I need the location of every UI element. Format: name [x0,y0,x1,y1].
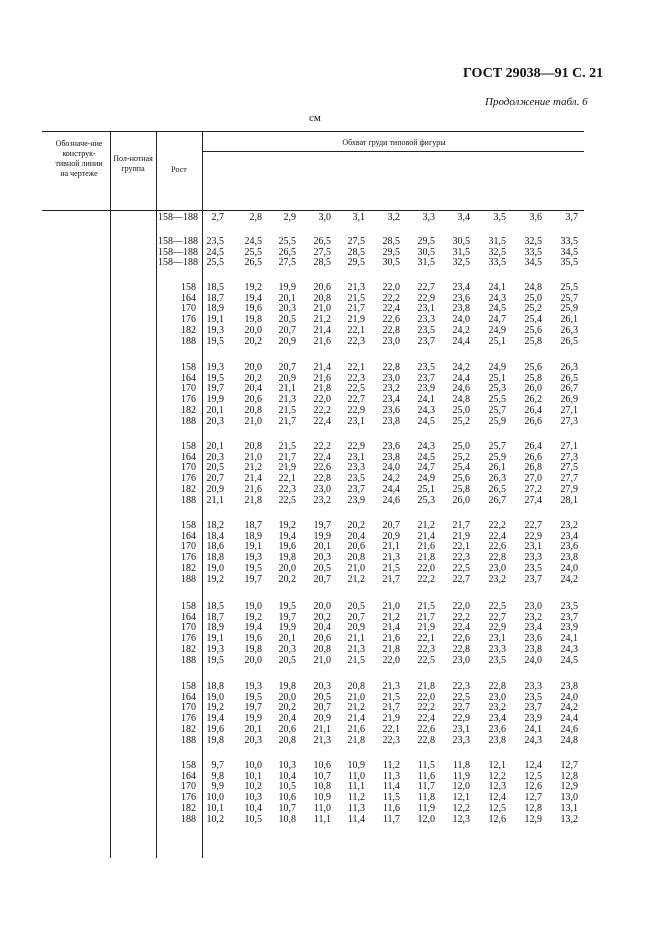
row-values: 19,9 20,1 20,3 20,5 20,7 20,9 [278,282,296,347]
row-values: 20,5 20,7 20,9 21,1 21,3 21,5 [347,601,365,666]
row-values: 19,0 19,2 19,4 19,6 19,8 20,0 [244,601,262,666]
row-values: 18,5 18,7 18,9 19,1 19,3 19,5 [206,282,224,347]
row-values: 22,1 22,3 22,5 22,7 22,9 23,1 [347,362,365,427]
row-values: 23,5 23,7 23,9 24,1 24,3 24,5 [560,601,578,666]
row-values: 3,5 [493,212,506,223]
row-values: 23,2 23,4 23,6 23,8 24,0 24,2 [560,520,578,585]
row-values: 24,2 24,4 24,6 24,8 25,0 25,2 [452,362,470,427]
row-values: 26,3 26,5 26,7 26,9 27,1 27,3 [560,362,578,427]
row-values: 3,2 [387,212,400,223]
row-values: 11,8 11,9 12,0 12,1 12,2 12,3 [452,760,470,825]
row-values: 20,8 21,0 21,2 21,4 21,6 21,8 [347,681,365,746]
row-values: 26,5 27,5 28,5 [313,236,331,269]
row-values: 11,2 11,3 11,4 11,5 11,6 11,7 [382,760,400,825]
row-values: 2,9 [283,212,296,223]
row-values: 20,6 20,8 21,0 21,2 21,4 21,6 [313,282,331,347]
row-heights: 158 164 170 176 182 188 [181,601,196,666]
row-values: 9,7 9,8 9,9 10,0 10,1 10,2 [206,760,224,825]
chest-header-rule [202,151,584,152]
row-values: 21,3 21,5 21,7 21,9 22,1 22,3 [382,681,400,746]
row-values: 31,5 32,5 33,5 [488,236,506,269]
row-values: 24,9 25,1 25,3 25,5 25,7 25,9 [488,362,506,427]
row-values: 3,4 [457,212,470,223]
row-values: 19,3 19,5 19,7 19,9 20,1 20,3 [206,362,224,427]
row-values: 22,9 23,1 23,3 23,5 23,7 23,9 [347,441,365,506]
row-values: 32,5 33,5 34,5 [524,236,542,269]
row-values: 22,2 22,4 22,6 22,8 23,0 23,2 [488,520,506,585]
table-continuation-label: Продолжение табл. 6 [485,96,588,108]
row-values: 22,5 22,7 22,9 23,1 23,3 23,5 [488,601,506,666]
row-heights: 158 164 170 176 182 188 [181,362,196,427]
row-heights: 158 164 170 176 182 188 [181,441,196,506]
row-values: 21,7 21,9 22,1 22,3 22,5 22,7 [452,520,470,585]
row-heights: 158 164 170 176 182 188 [181,760,196,825]
row-values: 18,7 18,9 19,1 19,3 19,5 19,7 [244,520,262,585]
row-values: 21,4 21,6 21,8 22,0 22,2 22,4 [313,362,331,427]
row-heights: 158—188 [158,212,198,223]
header-group: Пол-нотная группа [113,154,153,173]
row-values: 10,0 10,1 10,2 10,3 10,4 10,5 [244,760,262,825]
row-values: 24,8 25,0 25,2 25,4 25,6 25,8 [524,282,542,347]
divider-designation [110,131,111,858]
row-values: 3,7 [565,212,578,223]
row-values: 25,0 25,2 25,4 25,6 25,8 26,0 [452,441,470,506]
row-values: 21,3 21,5 21,7 21,9 22,1 22,3 [347,282,365,347]
row-values: 25,5 26,5 27,5 [278,236,296,269]
row-values: 2,8 [249,212,262,223]
row-values: 20,2 20,4 20,6 20,8 21,0 21,2 [347,520,365,585]
row-heights: 158—188 158—188 158—188 [158,236,198,269]
row-values: 22,3 22,5 22,7 22,9 23,1 23,3 [452,681,470,746]
row-values: 3,1 [352,212,365,223]
row-values: 10,6 10,7 10,8 10,9 11,0 11,1 [313,760,331,825]
row-values: 18,8 19,0 19,2 19,4 19,6 19,8 [206,681,224,746]
row-heights: 158 164 170 176 182 188 [181,282,196,347]
row-values: 33,5 34,5 35,5 [560,236,578,269]
row-values: 21,8 22,0 22,2 22,4 22,6 22,8 [417,681,435,746]
row-values: 20,1 20,3 20,5 20,7 20,9 21,1 [206,441,224,506]
row-values: 24,3 24,5 24,7 24,9 25,1 25,3 [417,441,435,506]
row-values: 3,3 [422,212,435,223]
row-values: 10,9 11,0 11,1 11,2 11,3 11,4 [347,760,365,825]
row-values: 23,0 23,2 23,4 23,6 23,8 24,0 [524,601,542,666]
row-values: 18,5 18,7 18,9 19,1 19,3 19,5 [206,601,224,666]
row-values: 20,7 20,9 21,1 21,3 21,5 21,7 [278,362,296,427]
page-header-title: ГОСТ 29038—91 С. 21 [463,66,604,81]
divider-group [156,131,157,858]
row-values: 12,4 12,5 12,6 12,7 12,8 12,9 [524,760,542,825]
row-values: 22,8 23,0 23,2 23,4 23,6 23,8 [382,362,400,427]
row-values: 10,3 10,4 10,5 10,6 10,7 10,8 [278,760,296,825]
row-values: 20,3 20,5 20,7 20,9 21,1 21,3 [313,681,331,746]
row-values: 19,2 19,4 19,6 19,8 20,0 20,2 [278,520,296,585]
row-values: 2,7 [211,212,224,223]
row-values: 23,6 23,8 24,0 24,2 24,4 24,6 [382,441,400,506]
row-heights: 158 164 170 176 182 188 [181,681,196,746]
row-values: 24,5 25,5 26,5 [244,236,262,269]
row-values: 27,5 28,5 29,5 [347,236,365,269]
header-designation: Обозначе-ние конструк-тивной линии на чертеже [55,139,103,178]
row-values: 18,2 18,4 18,6 18,8 19,0 19,2 [206,520,224,585]
row-values: 28,5 29,5 30,5 [382,236,400,269]
header-chest-title: Обхват груди типовой фигуры [342,138,446,147]
row-values: 23,5 23,7 23,9 24,1 24,3 24,5 [417,362,435,427]
row-values: 22,7 22,9 23,1 23,3 23,5 23,7 [524,520,542,585]
table-top-rule [42,131,584,132]
row-values: 23,5 24,5 25,5 [206,236,224,269]
row-values: 25,6 25,8 26,0 26,2 26,4 26,6 [524,362,542,427]
row-values: 22,2 22,4 22,6 22,8 23,0 23,2 [313,441,331,506]
unit-label: см [309,112,321,124]
row-values: 30,5 31,5 32,5 [452,236,470,269]
row-heights: 158 164 170 176 182 188 [181,520,196,585]
row-values: 22,8 23,0 23,2 23,4 23,6 23,8 [488,681,506,746]
row-values: 19,8 20,0 20,2 20,4 20,6 20,8 [278,681,296,746]
row-values: 21,5 21,7 21,9 22,1 22,3 22,5 [278,441,296,506]
row-values: 25,7 25,9 26,1 26,3 26,5 26,7 [488,441,506,506]
row-values: 25,5 25,7 25,9 26,1 26,3 26,5 [560,282,578,347]
row-values: 20,0 20,2 20,4 20,6 20,8 21,0 [313,601,331,666]
row-values: 12,7 12,8 12,9 13,0 13,1 13,2 [560,760,578,825]
row-values: 26,4 26,6 26,8 27,0 27,2 27,4 [524,441,542,506]
row-values: 23,4 23,6 23,8 24,0 24,2 24,4 [452,282,470,347]
row-values: 22,0 22,2 22,4 22,6 22,8 23,0 [452,601,470,666]
header-bottom-rule [42,210,584,211]
row-values: 22,7 22,9 23,1 23,3 23,5 23,7 [417,282,435,347]
row-values: 19,7 19,9 20,1 20,3 20,5 20,7 [313,520,331,585]
row-values: 19,3 19,5 19,7 19,9 20,1 20,3 [244,681,262,746]
row-values: 24,1 24,3 24,5 24,7 24,9 25,1 [488,282,506,347]
row-values: 20,8 21,0 21,2 21,4 21,6 21,8 [244,441,262,506]
row-values: 23,8 24,0 24,2 24,4 24,6 24,8 [560,681,578,746]
row-values: 29,5 30,5 31,5 [417,236,435,269]
row-values: 20,7 20,9 21,1 21,3 21,5 21,7 [382,520,400,585]
row-values: 3,0 [318,212,331,223]
row-values: 20,0 20,2 20,4 20,6 20,8 21,0 [244,362,262,427]
row-values: 27,1 27,3 27,5 27,7 27,9 28,1 [560,441,578,506]
row-values: 21,0 21,2 21,4 21,6 21,8 22,0 [382,601,400,666]
row-values: 21,5 21,7 21,9 22,1 22,3 22,5 [417,601,435,666]
row-values: 19,5 19,7 19,9 20,1 20,3 20,5 [278,601,296,666]
header-height: Рост [171,165,187,174]
row-values: 22,0 22,2 22,4 22,6 22,8 23,0 [382,282,400,347]
row-values: 23,3 23,5 23,7 23,9 24,1 24,3 [524,681,542,746]
row-values: 11,5 11,6 11,7 11,8 11,9 12,0 [417,760,435,825]
row-values: 3,6 [529,212,542,223]
row-values: 12,1 12,2 12,3 12,4 12,5 12,6 [488,760,506,825]
row-values: 19,2 19,4 19,6 19,8 20,0 20,2 [244,282,262,347]
row-values: 21,2 21,4 21,6 21,8 22,0 22,2 [417,520,435,585]
